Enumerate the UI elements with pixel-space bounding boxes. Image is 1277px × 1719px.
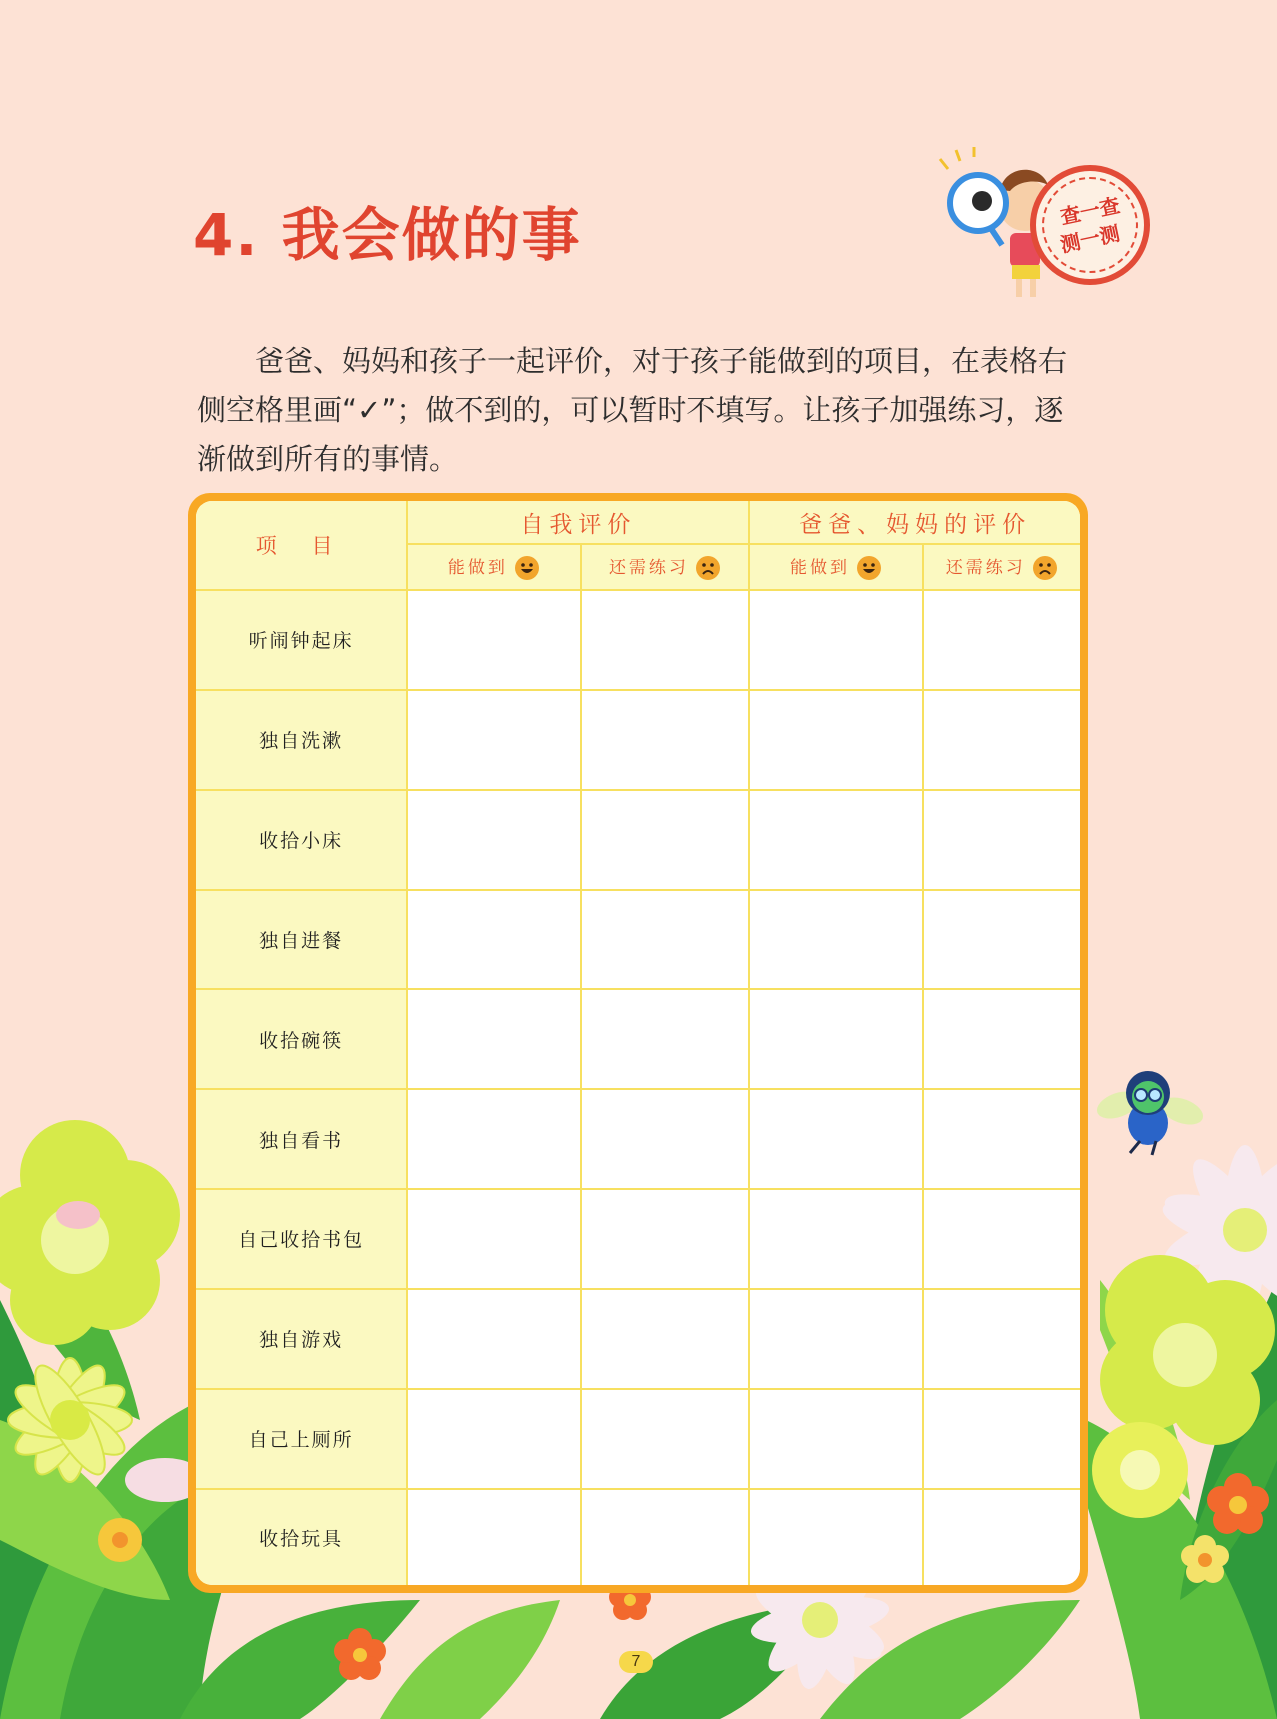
sad-face-icon: [1032, 555, 1058, 581]
parents-can-do-cell[interactable]: [749, 1489, 922, 1585]
intro-paragraph: 爸爸、妈妈和孩子一起评价，对于孩子能做到的项目，在表格右侧空格里画“✓”；做不到的，可以暂时不填写。让孩子加强练习，逐渐做到所有的事情。: [197, 344, 1068, 476]
row-item-label: 自己收拾书包: [196, 1189, 407, 1289]
self-can-do-cell[interactable]: [407, 590, 580, 690]
parents-can-do-cell[interactable]: [749, 1089, 922, 1189]
header-self-evaluation: 自我评价: [407, 501, 749, 544]
self-can-do-cell[interactable]: [407, 1089, 580, 1189]
parents-can-do-cell[interactable]: [749, 1189, 922, 1289]
row-item-label: 收拾小床: [196, 790, 407, 890]
parents-can-do-cell[interactable]: [749, 690, 922, 790]
self-need-practice-cell[interactable]: [581, 790, 750, 890]
sad-face-icon: [695, 555, 721, 581]
row-item-label: 听闹钟起床: [196, 590, 407, 690]
self-can-do-cell[interactable]: [407, 1489, 580, 1585]
table-row: [196, 890, 1080, 990]
evaluation-table: [196, 501, 1080, 1585]
table-row: [196, 1089, 1080, 1189]
parents-need-practice-cell[interactable]: [923, 1189, 1080, 1289]
can-do-label: 能做到: [447, 557, 508, 578]
self-need-practice-cell[interactable]: [581, 1189, 750, 1289]
self-can-do-cell[interactable]: [407, 989, 580, 1089]
self-can-do-cell[interactable]: [407, 690, 580, 790]
table-row: [196, 1389, 1080, 1489]
header-parents-need-practice: [923, 544, 1080, 590]
table-row: [196, 790, 1080, 890]
table-row: [196, 690, 1080, 790]
table-row: [196, 989, 1080, 1089]
parents-need-practice-cell[interactable]: [923, 890, 1080, 990]
self-need-practice-cell[interactable]: [581, 590, 750, 690]
page-number: 7: [619, 1651, 653, 1673]
need-practice-label: 还需练习: [945, 557, 1026, 578]
header-self-need-practice: [581, 544, 750, 590]
table-row: [196, 590, 1080, 690]
can-do-label: 能做到: [789, 557, 850, 578]
parents-need-practice-cell[interactable]: [923, 1089, 1080, 1189]
parents-can-do-cell[interactable]: [749, 1389, 922, 1489]
table-row: [196, 1489, 1080, 1585]
parents-need-practice-cell[interactable]: [923, 590, 1080, 690]
self-need-practice-cell[interactable]: [581, 1489, 750, 1585]
header-item: 项 目: [196, 501, 407, 590]
happy-face-icon: [856, 555, 882, 581]
self-can-do-cell[interactable]: [407, 1389, 580, 1489]
row-item-label: 自己上厕所: [196, 1389, 407, 1489]
parents-can-do-cell[interactable]: [749, 890, 922, 990]
parents-need-practice-cell[interactable]: [923, 1389, 1080, 1489]
self-need-practice-cell[interactable]: [581, 1089, 750, 1189]
parents-can-do-cell[interactable]: [749, 989, 922, 1089]
bug-character-illustration: [1093, 1071, 1207, 1155]
row-item-label: 独自进餐: [196, 890, 407, 990]
row-item-label: 独自洗漱: [196, 690, 407, 790]
self-need-practice-cell[interactable]: [581, 1289, 750, 1389]
self-can-do-cell[interactable]: [407, 1189, 580, 1289]
parents-need-practice-cell[interactable]: [923, 790, 1080, 890]
parents-can-do-cell[interactable]: [749, 790, 922, 890]
row-item-label: 独自看书: [196, 1089, 407, 1189]
header-parents-can-do: [749, 544, 922, 590]
evaluation-table-frame: [188, 493, 1088, 1593]
flower-left-top: [0, 1120, 180, 1345]
parents-can-do-cell[interactable]: [749, 1289, 922, 1389]
parents-need-practice-cell[interactable]: [923, 1289, 1080, 1389]
row-item-label: 独自游戏: [196, 1289, 407, 1389]
header-self-can-do: [407, 544, 580, 590]
self-need-practice-cell[interactable]: [581, 890, 750, 990]
parents-need-practice-cell[interactable]: [923, 989, 1080, 1089]
row-item-label: 收拾碗筷: [196, 989, 407, 1089]
parents-can-do-cell[interactable]: [749, 590, 922, 690]
table-row: [196, 1189, 1080, 1289]
parents-need-practice-cell[interactable]: [923, 690, 1080, 790]
self-can-do-cell[interactable]: [407, 1289, 580, 1389]
row-item-label: 收拾玩具: [196, 1489, 407, 1585]
self-need-practice-cell[interactable]: [581, 1389, 750, 1489]
self-need-practice-cell[interactable]: [581, 989, 750, 1089]
check-badge: [930, 145, 1160, 305]
self-can-do-cell[interactable]: [407, 890, 580, 990]
need-practice-label: 还需练习: [608, 557, 689, 578]
badge-line2: 测一测: [1058, 221, 1122, 257]
badge-line1: 查一查: [1058, 193, 1122, 229]
header-parents-evaluation: 爸爸、妈妈的评价: [749, 501, 1080, 544]
check-badge-circle: [1030, 165, 1150, 285]
page-title: 4. 我会做的事: [193, 201, 582, 269]
table-row: [196, 1289, 1080, 1389]
happy-face-icon: [514, 555, 540, 581]
parents-need-practice-cell[interactable]: [923, 1489, 1080, 1585]
self-can-do-cell[interactable]: [407, 790, 580, 890]
self-need-practice-cell[interactable]: [581, 690, 750, 790]
